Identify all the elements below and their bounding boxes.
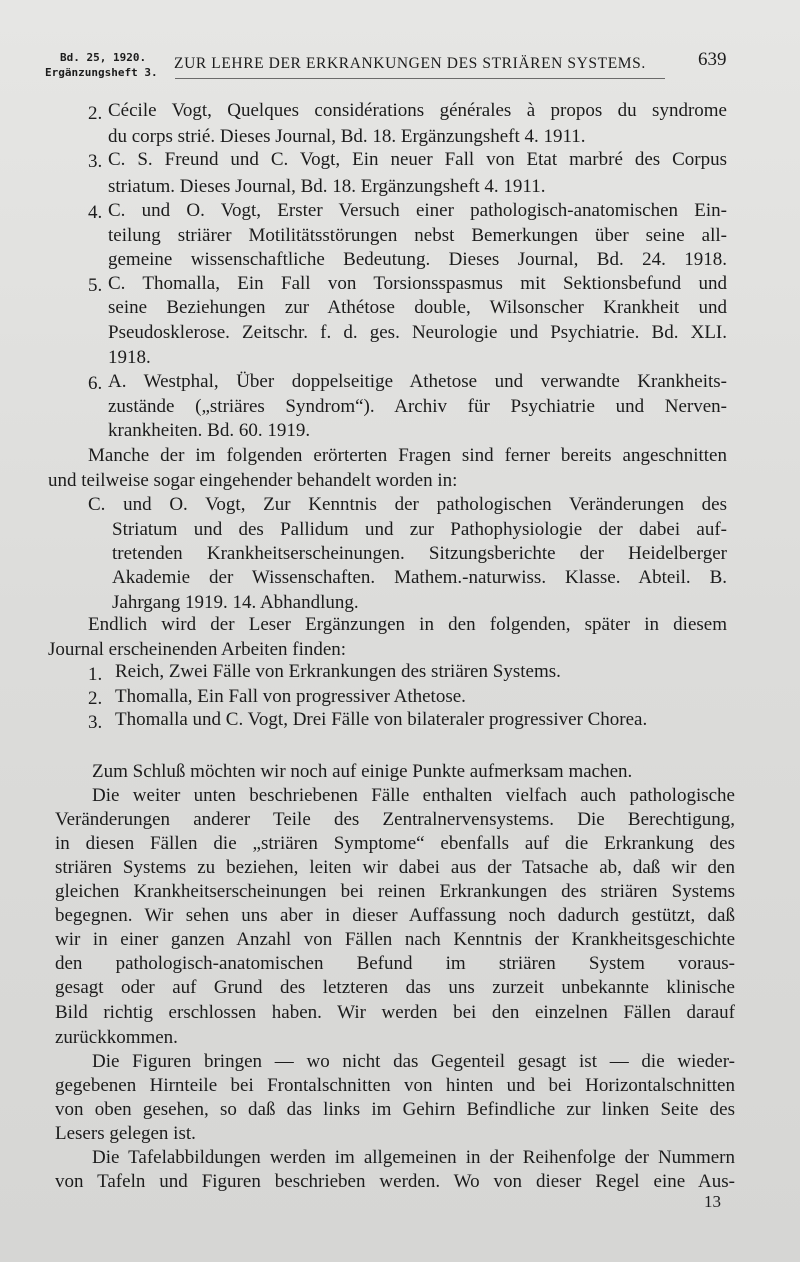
issue-info: Ergänzungsheft 3. — [45, 66, 158, 79]
paragraph-line: zurückkommen. — [55, 1027, 178, 1048]
list-number: 3. — [88, 712, 103, 733]
paragraph-line: Die weiter unten beschriebenen Fälle enthalten vielfach auch pathologische — [92, 785, 735, 806]
reference-line: C. und O. Vogt, Zur Kenntnis der pathologischen Veränderungen des — [88, 494, 727, 515]
paragraph-line: in diesen Fällen die „striären Symptome“ ebenfalls auf die Erkrankung des — [55, 833, 735, 854]
reference-line: krankheiten. Bd. 60. 1919. — [108, 420, 311, 441]
page-number: 639 — [698, 49, 727, 70]
paragraph-line: Die Figuren bringen — wo nicht das Gegenteil gesagt ist — die wieder- — [92, 1051, 735, 1072]
reference-number: 5. — [88, 275, 103, 296]
paragraph-line: von Tafeln und Figuren beschrieben werden. Wo von dieser Regel eine Aus- — [55, 1171, 735, 1192]
list-number: 2. — [88, 688, 103, 709]
paragraph-line: Endlich wird der Leser Ergänzungen in den folgenden, später in diesem — [88, 614, 727, 635]
reference-line: gemeine wissenschaftliche Bedeutung. Dieses Journal, Bd. 24. 1918. — [108, 249, 727, 270]
reference-number: 6. — [88, 373, 103, 394]
reference-line: du corps strié. Dieses Journal, Bd. 18. Ergänzungsheft 4. 1911. — [108, 126, 586, 147]
paragraph-line: den pathologisch-anatomischen Befund im striären System voraus- — [55, 953, 735, 974]
list-item: Thomalla, Ein Fall von progressiver Athetose. — [115, 686, 466, 707]
reference-line: C. Thomalla, Ein Fall von Torsionsspasmus mit Sektionsbefund und — [108, 273, 727, 294]
paragraph-line: begegnen. Wir sehen uns aber in dieser Auffassung noch dadurch gestützt, daß — [55, 905, 735, 926]
reference-line: Jahrgang 1919. 14. Abhandlung. — [112, 592, 359, 613]
reference-line: teilung striärer Motilitätsstörungen nebst Bemerkungen über seine all- — [108, 225, 727, 246]
reference-line: 1918. — [108, 347, 151, 368]
reference-number: 3. — [88, 151, 103, 172]
volume-info: Bd. 25, 1920. — [60, 51, 147, 64]
reference-line: striatum. Dieses Journal, Bd. 18. Ergänzungsheft 4. 1911. — [108, 176, 546, 197]
reference-line: C. S. Freund und C. Vogt, Ein neuer Fall von Etat marbré des Corpus — [108, 149, 727, 170]
paragraph-line: Lesers gelegen ist. — [55, 1123, 196, 1144]
paragraph-line: gesagt oder auf Grund des letzteren das uns zurzeit unbekannte klinische — [55, 977, 735, 998]
header-rule — [175, 78, 665, 79]
running-header — [0, 0, 800, 90]
paragraph-line: und teilweise sogar eingehender behandelt worden in: — [48, 470, 458, 491]
list-item: Thomalla und C. Vogt, Drei Fälle von bilateraler progressiver Chorea. — [115, 709, 648, 730]
paragraph-line: Bild richtig erschlossen haben. Wir werden bei den einzelnen Fällen darauf — [55, 1002, 735, 1023]
reference-number: 2. — [88, 103, 103, 124]
reference-line: zustände („striäres Syndrom“). Archiv für Psychiatrie und Nerven- — [108, 396, 727, 417]
paragraph-line: gegebenen Hirnteile bei Frontalschnitten von hinten und bei Horizontalschnitten — [55, 1075, 735, 1096]
paragraph-line: Manche der im folgenden erörterten Fragen sind ferner bereits angeschnitten — [88, 445, 727, 466]
paragraph-line: Veränderungen anderer Teile des Zentralnervensystems. Die Berechtigung, — [55, 809, 735, 830]
signature-mark: 13 — [704, 1192, 721, 1211]
reference-line: Striatum und des Pallidum und zur Pathophysiologie der dabei auf- — [112, 519, 727, 540]
paragraph-line: gleichen Krankheitserscheinungen bei reinen Erkrankungen des striären Systems — [55, 881, 735, 902]
paragraph-line: striären Systems zu beziehen, leiten wir dabei aus der Tatsache ab, daß wir den — [55, 857, 735, 878]
list-number: 1. — [88, 664, 103, 685]
reference-line: A. Westphal, Über doppelseitige Athetose und verwandte Krankheits- — [108, 371, 727, 392]
reference-number: 4. — [88, 202, 103, 223]
reference-line: tretenden Krankheitserscheinungen. Sitzungsberichte der Heidelberger — [112, 543, 727, 564]
reference-line: seine Beziehungen zur Athétose double, Wilsonscher Krankheit und — [108, 297, 727, 318]
reference-line: Pseudosklerose. Zeitschr. f. d. ges. Neurologie und Psychiatrie. Bd. XLI. — [108, 322, 727, 343]
reference-line: C. und O. Vogt, Erster Versuch einer pathologisch-anatomischen Ein- — [108, 200, 727, 221]
reference-line: Akademie der Wissenschaften. Mathem.-naturwiss. Klasse. Abteil. B. — [112, 567, 727, 588]
paragraph-line: von oben gesehen, so daß das links im Gehirn Befindliche zur linken Seite des — [55, 1099, 735, 1120]
paragraph-line: Die Tafelabbildungen werden im allgemeinen in der Reihenfolge der Nummern — [92, 1147, 735, 1168]
list-item: Reich, Zwei Fälle von Erkrankungen des striären Systems. — [115, 661, 561, 682]
paragraph-line: Journal erscheinenden Arbeiten finden: — [48, 639, 347, 660]
running-title: ZUR LEHRE DER ERKRANKUNGEN DES STRIÄREN SYSTEMS. — [174, 55, 646, 72]
paragraph-line: wir in einer ganzen Anzahl von Fällen nach Kenntnis der Krankheitsgeschichte — [55, 929, 735, 950]
paragraph-line: Zum Schluß möchten wir noch auf einige Punkte aufmerksam machen. — [92, 761, 633, 782]
reference-line: Cécile Vogt, Quelques considérations générales à propos du syndrome — [108, 100, 727, 121]
